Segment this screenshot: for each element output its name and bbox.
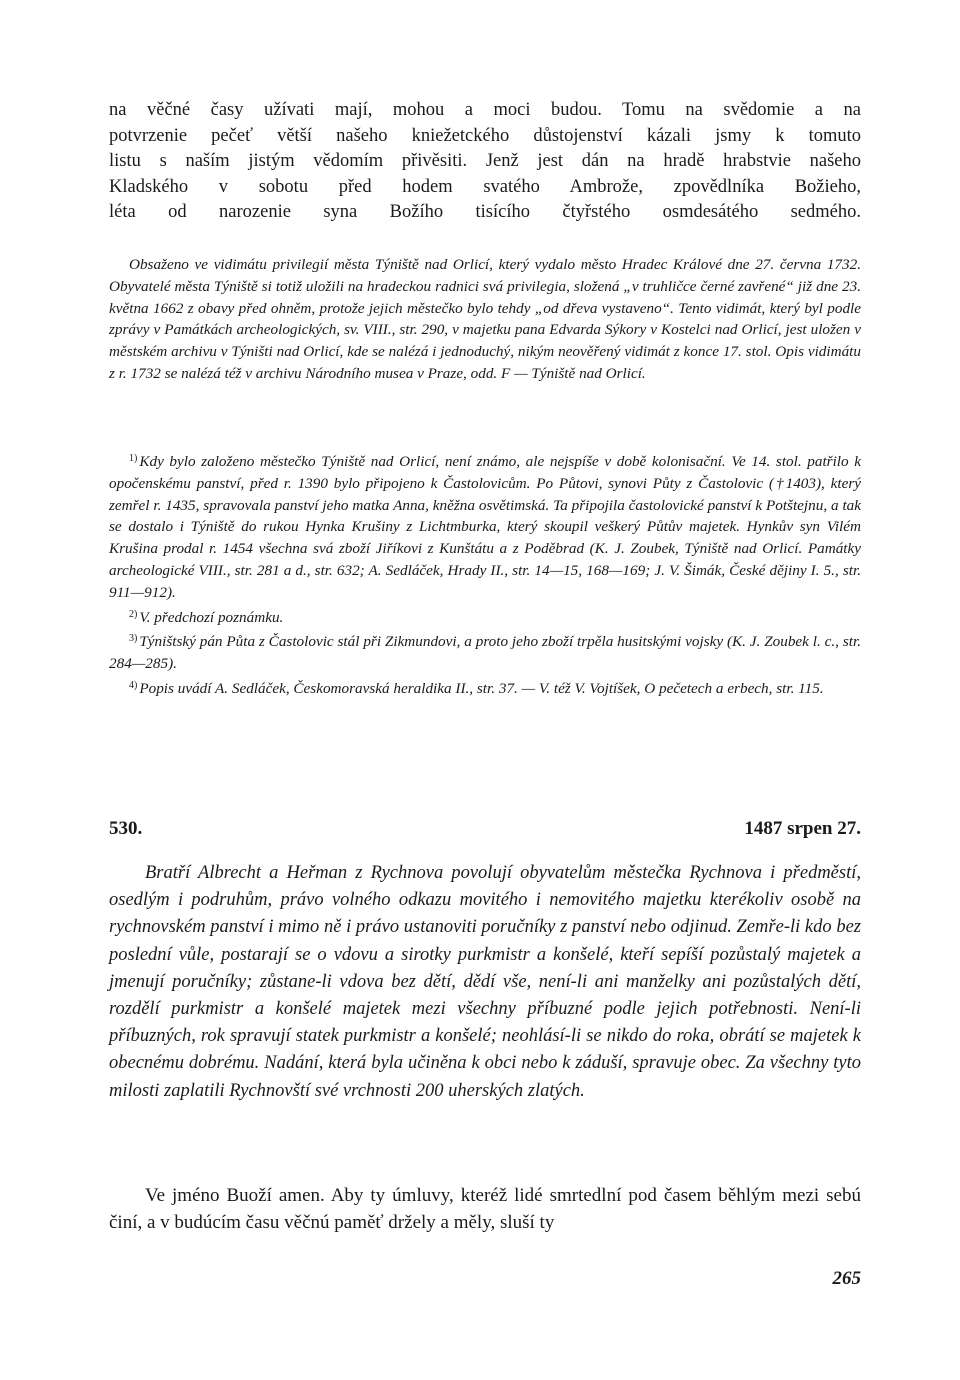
regest-text: Bratří Albrecht a Heřman z Rychnova povolují obyvatelům městečka Rychnova i předměstí, osedlým i podruhům, právo volného odkazu movitého i nemovitého majetku kterékoliv osobě na rychnovském panství i mimo ně i právo ustanoviti poručníky z panství nebo odjinud. Zemře-li kdo bez poslední vůle, postarají se o vdovu a sirotky purkmistr a konšelé, kteří sepíší pozůstalý majetek a jmenují poručníky; zůstane-li vdova bez dětí, dědí vše, není-li ani manželky ani pozůstalých dětí, rozdělí purkmistr a konšelé majetek mezi všechny příbuzné podle jejich potřebnosti. Není-li příbuzných, rok spravují statek purkmistr a konšelé; neohlásí-li se nikdo do roka, obrátí se majetek k obecnému dobrému. Nadání, která byla učiněna k obci nebo k záduší, spravuje obec. Za všechny tyto milosti zaplatili Rychnovští své vrchnosti 200 uherských zlatých. [109,863,861,1101]
footnote [109,675,861,700]
regest [109,860,861,1105]
text-line: Kladského v sobotu před hodem svatého Ambrože, zpovědlníka Božieho, [109,176,861,197]
source-note-text: Obsaženo ve vidimátu privilegií města Týniště nad Orlicí, který vydalo město Hradec Králové dne 27. června 1732. Obyvatelé města Týniště si totiž uložili na hradeckou radnici svá privilegia, složená „v truhličce černé zavřené“ již dne 23. května 1662 z obavy před ohněm, protože jejich městečko bylo tehdy „od dřeva vystaveno“. Tento vidimát, který byl podle zprávy v Památkách archeologických, sv. VIII., str. 290, v majetku pana Edvarda Sýkory v Kostelci nad Orlicí, jest uložen v městském archivu v Týništi nad Orlicí, kde se nalézá i jednoduchý, nikým neověřený vidimát z konce 17. stol. Opis vidimátu z r. 1732 se nalézá též v archivu Národního musea v Praze, odd. F — Týniště nad Orlicí. [109,256,861,382]
footnote-number: 4) [129,679,138,691]
text-line: listu s naším jistým vědomím přivěsiti. Jenž jest dán na hradě hrabstvie našeho [109,151,861,171]
entry-heading [109,818,861,840]
footnote [109,604,861,629]
charter-paragraph: Ve jméno Buoží amen. Aby ty úmluvy, kteréž lidé smrtedlní pod časem běhlým mezi sebú činí, a v budúcím času věčnú paměť držely a měly, sluší ty [109,1185,861,1233]
footnote-number: 2) [129,608,138,620]
footnote-text: Týništský pán Půta z Častolovic stál při Zikmundovi, a proto jeho zboží trpěla husitskými vojsky (K. J. Zoubek l. c., str. 284—285). [109,633,861,673]
text-line: potvrzenie pečeť větší našeho kniežetckého důstojenství kázali jsmy k tomuto [109,125,861,146]
continued-charter-text [109,98,861,226]
entry-date: 1487 srpen 27. [744,818,861,839]
footnote-number: 1) [129,453,138,464]
footnote-text: V. předchozí poznámku. [139,608,284,626]
entry-number: 530. [109,818,143,839]
text-line: na věčné časy užívati mají, mohou a moci budou. Tomu na svědomie a na [109,100,861,120]
page-number: 265 [832,1268,861,1289]
footnote-number: 3) [129,633,138,645]
charter-text [109,1182,861,1236]
text-line: léta od narozenie syna Božího tisícího čtyřstého osmdesátého sedmého. [109,202,861,222]
footnote-text: Kdy bylo založeno městečko Týniště nad Orlicí, není známo, ale nejspíše v době kolonisační. Ve 14. stol. patřilo k opočenskému panství, před r. 1390 bylo připojeno k Častolovicům. Po Půtovi, synovi Půty z Častolovic (†1403), který zemřel r. 1435, spravovala panství jeho matka Anna, kněžna osvětimská. Ta připojila častolovické panství k Potštejnu, a tak se dostalo i Týniště do rukou Hynka Krušiny z Lichtmburka, který skoupil veškerý Půtův majetek. Hynkův syn Vilém Krušina prodal r. 1454 všechna svá zboží Jiříkovi z Kunštátu a z Poděbrad (K. J. Zoubek, Týniště nad Orlicí. Památky archeologické VIII., str. 281 a d., str. 632; A. Sedláček, Hrady II., str. 14—15, 168—169; J. V. Šimák, České dějiny I. 5., str. 911—912). [109,453,861,601]
footnotes [109,448,861,700]
footnote-text: Popis uvádí A. Sedláček, Českomoravská heraldika II., str. 37. — V. též V. Vojtíšek, O pečetech a erbech, str. 115. [139,679,824,697]
footnote [109,448,861,604]
source-note [109,254,861,385]
footnote [109,628,861,675]
